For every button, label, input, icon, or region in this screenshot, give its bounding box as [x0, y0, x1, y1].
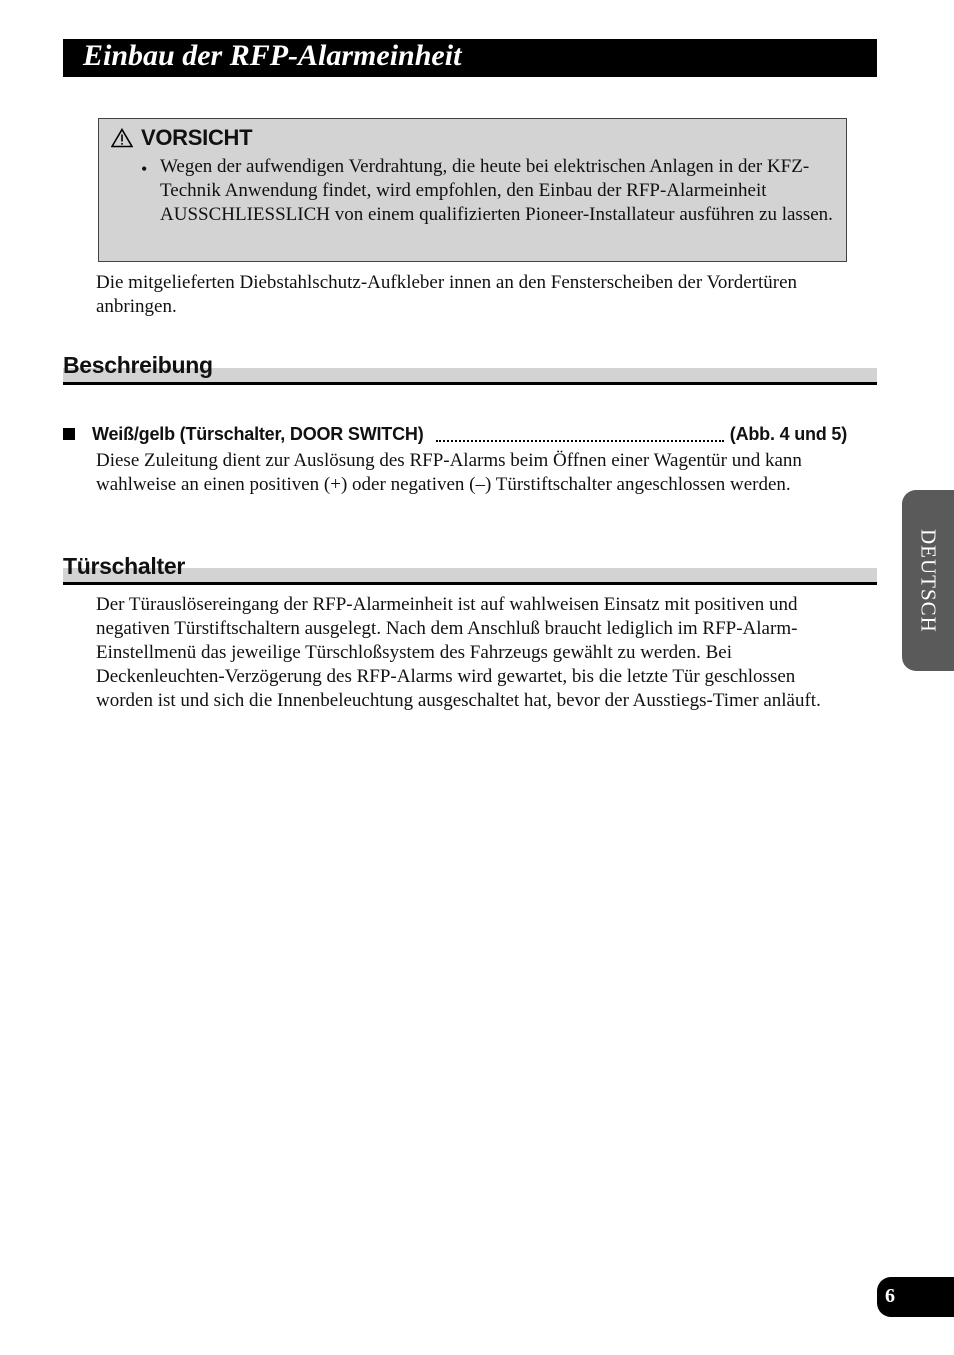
intro-paragraph: Die mitgelieferten Diebstahlschutz-Aufkleber innen an den Fensterscheiben der Vordertüren anbringen.	[96, 272, 797, 317]
wire-item-reference: (Abb. 4 und 5)	[729, 423, 847, 444]
page-number-tab	[877, 1277, 954, 1317]
warning-triangle-icon	[111, 128, 133, 148]
caution-heading-row	[111, 124, 252, 152]
wire-item-description: Diese Zuleitung dient zur Auslösung des RFP-Alarms beim Öffnen einer Wagentür und kann wahlweise an einen positiven (+) oder negativen (–) Türstiftschalter angeschlossen werden.	[96, 450, 802, 495]
language-side-tab	[902, 490, 954, 671]
page-title: Einbau der RFP-Alarmeinheit	[83, 39, 462, 72]
tuerschalter-paragraph: Der Türauslösereingang der RFP-Alarmeinheit ist auf wahlweisen Einsatz mit positiven und negativen Türstiftschaltern ausgelegt. Nach dem Anschluß braucht lediglich im RFP-Alarm-Einstellmenü das jeweilige Türschloßsystem des Fahrzeugs gewählt zu werden. Bei Deckenleuchten-Verzögerung des RFP-Alarms wird gewartet, bis die letzte Tür geschlossen worden ist und sich die Innenbeleuchtung ausgeschaltet hat, bevor der Ausstiegs-Timer anläuft.	[96, 594, 821, 711]
caution-box	[98, 118, 847, 262]
language-tab-label: DEUTSCH	[916, 528, 941, 633]
wire-item-label: Weiß/gelb (Türschalter, DOOR SWITCH)	[92, 423, 424, 444]
section-heading-label: Türschalter	[63, 553, 185, 579]
caution-text: Wegen der aufwendigen Verdrahtung, die heute bei elektrischen Anlagen in der KFZ-Technik Anwendung findet, wird empfohlen, den Einbau der RFP-Alarmeinheit AUSSCHLIESSLICH von einem qualifizierten Pioneer-Installateur ausführen zu lassen.	[160, 156, 833, 225]
wire-item-row	[63, 421, 847, 447]
section-heading-tuerschalter	[63, 552, 877, 588]
page-number: 6	[885, 1285, 895, 1307]
section-heading-label: Beschreibung	[63, 352, 213, 378]
dot-leader	[436, 439, 724, 442]
page-title-bar	[63, 39, 877, 77]
section-heading-beschreibung	[63, 350, 877, 386]
bullet-marker: •	[141, 159, 148, 179]
square-bullet-icon	[63, 428, 75, 440]
caution-heading: VORSICHT	[141, 125, 253, 150]
